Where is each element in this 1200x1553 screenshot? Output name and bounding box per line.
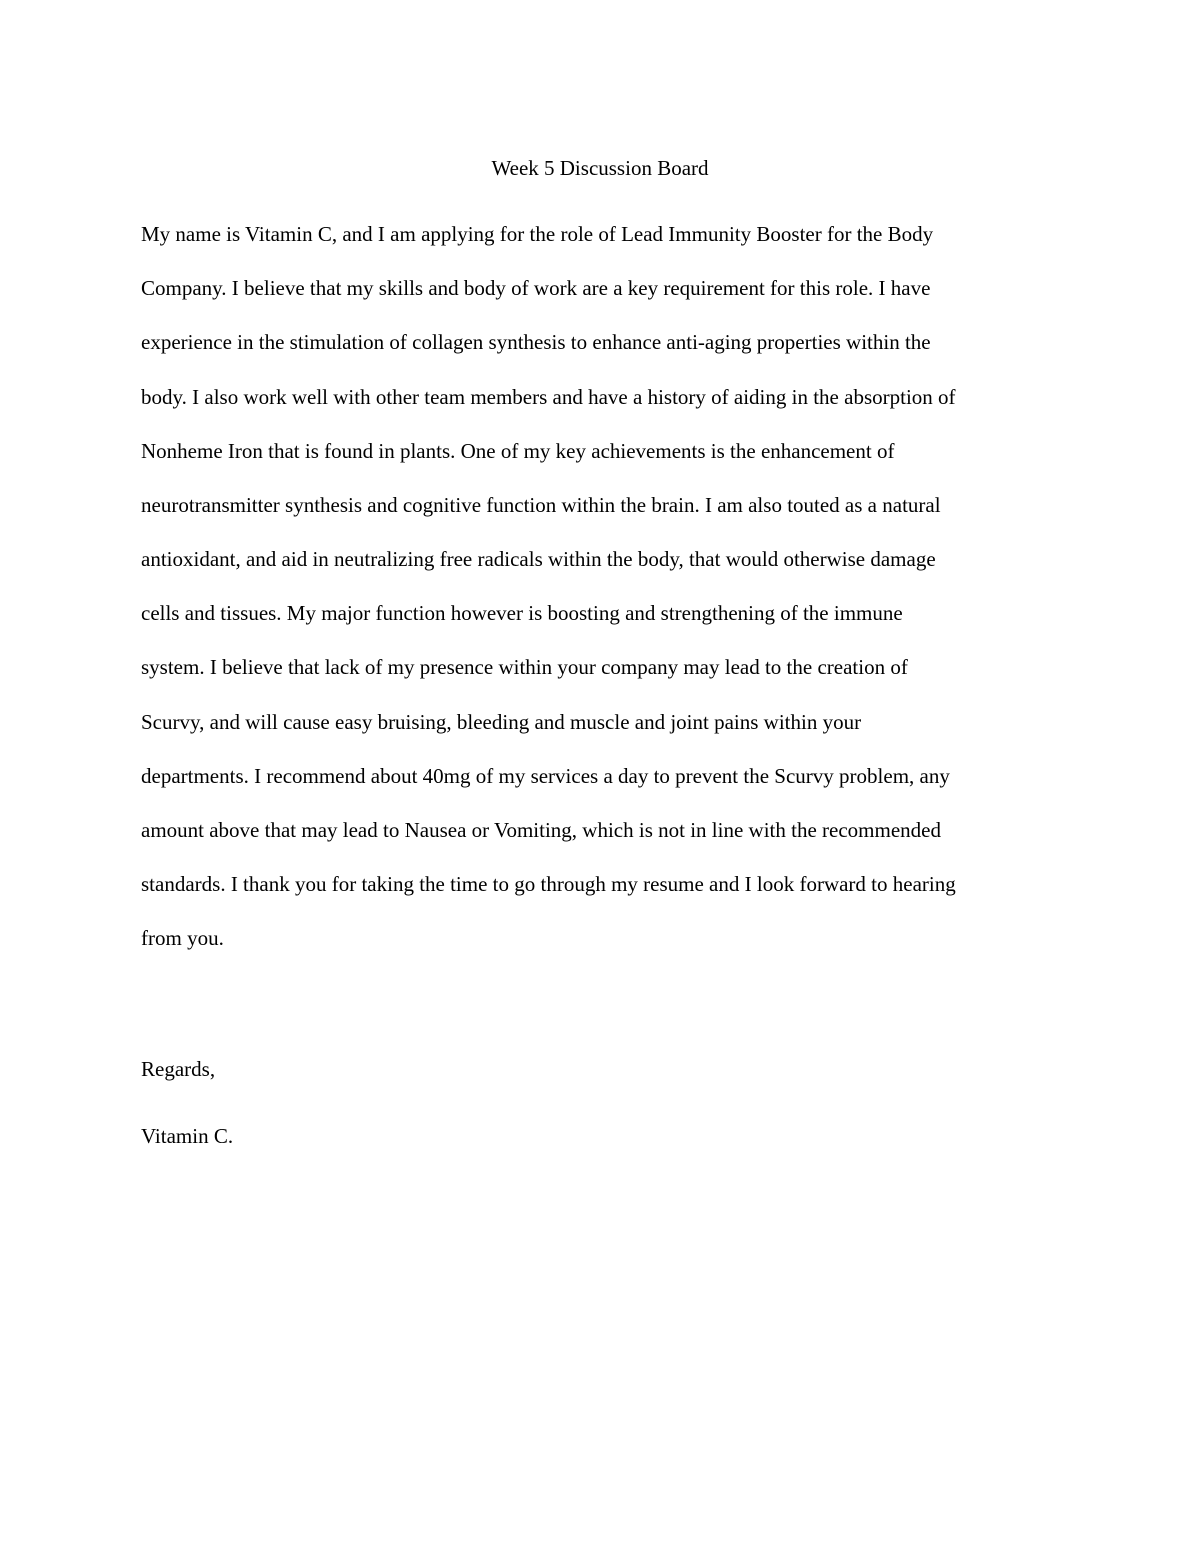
paragraph-line: Scurvy, and will cause easy bruising, bleeding and muscle and joint pains within your [141, 710, 862, 734]
paragraph-line: antioxidant, and aid in neutralizing free radicals within the body, that would otherwise damage [141, 547, 936, 571]
paragraph-line: Company. I believe that my skills and body of work are a key requirement for this role. I have [141, 276, 931, 300]
paragraph-line: cells and tissues. My major function however is boosting and strengthening of the immune [141, 601, 903, 625]
document-title: Week 5 Discussion Board [491, 156, 709, 180]
signature: Vitamin C. [141, 1124, 234, 1148]
paragraph-line: body. I also work well with other team members and have a history of aiding in the absorption of [141, 385, 956, 409]
paragraph-line: amount above that may lead to Nausea or Vomiting, which is not in line with the recommended [141, 818, 941, 842]
paragraph-line: from you. [141, 926, 224, 950]
paragraph-line: Nonheme Iron that is found in plants. One of my key achievements is the enhancement of [141, 439, 895, 463]
paragraph-line: neurotransmitter synthesis and cognitive function within the brain. I am also touted as a natural [141, 493, 941, 517]
paragraph-line: standards. I thank you for taking the time to go through my resume and I look forward to hearing [141, 872, 956, 896]
paragraph-line: experience in the stimulation of collagen synthesis to enhance anti-aging properties within the [141, 330, 931, 354]
paragraph-line: My name is Vitamin C, and I am applying for the role of Lead Immunity Booster for the Body [141, 222, 934, 246]
closing-salutation: Regards, [141, 1057, 216, 1081]
paragraph-line: system. I believe that lack of my presence within your company may lead to the creation of [141, 655, 908, 679]
paragraph-line: departments. I recommend about 40mg of my services a day to prevent the Scurvy problem, any [141, 764, 950, 788]
